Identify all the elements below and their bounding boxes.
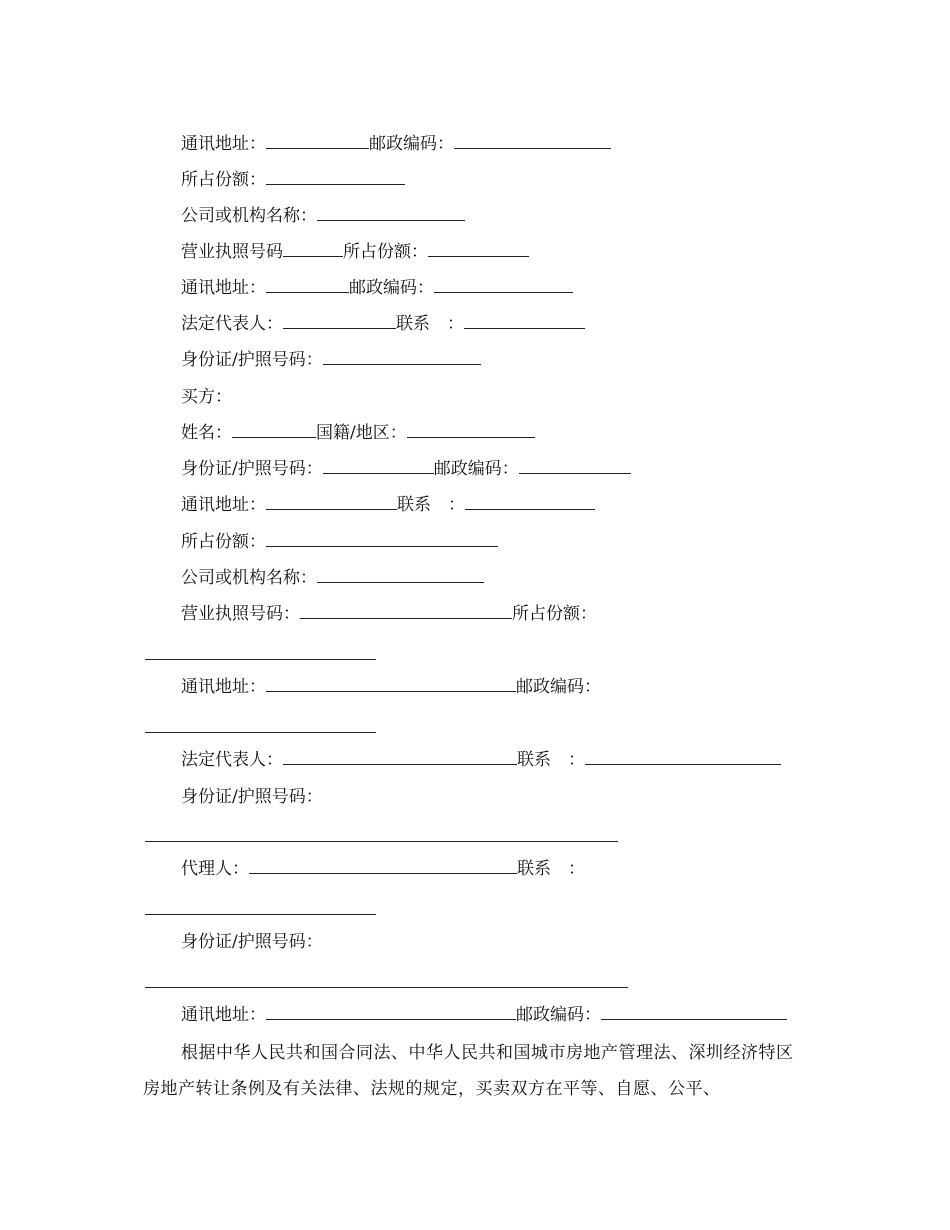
address-blank-2[interactable] [266, 277, 349, 293]
seller-legal-rep-row [181, 313, 585, 335]
company-blank[interactable] [317, 205, 465, 221]
license-blank[interactable] [283, 241, 343, 257]
buyer-address-row-2 [181, 676, 601, 698]
address-label: 通讯地址： [181, 495, 266, 515]
buyer-share-row [181, 531, 498, 553]
contact-blank-2[interactable] [585, 749, 781, 765]
preamble-paragraph: 根据中华人民共和国合同法、中华人民共和国城市房地产管理法、深圳经济特区房地产转让条例及有关法律、法规的规定，买卖双方在平等、自愿、公平、 [143, 1043, 794, 1099]
id-label: 身份证/护照号码： [181, 459, 323, 479]
postcode-label-2: 邮政编码： [349, 278, 434, 298]
contact-label-3: 联系 ： [517, 859, 585, 879]
address-label-2: 通讯地址： [181, 677, 266, 697]
share-label: 所占份额： [181, 170, 266, 190]
license-blank[interactable] [300, 603, 512, 619]
postcode-blank[interactable] [454, 133, 611, 149]
id-label: 身份证/护照号码： [181, 350, 323, 370]
postcode-label: 邮政编码： [433, 459, 519, 479]
address-label-2: 通讯地址： [181, 278, 266, 298]
buyer-heading-text: 买方： [181, 387, 232, 407]
share-label: 所占份额： [181, 532, 266, 552]
seller-address-row-2 [181, 277, 573, 299]
company-label: 公司或机构名称： [181, 568, 317, 588]
buyer-legal-rep-row [181, 749, 781, 771]
share-blank-2[interactable] [428, 241, 529, 257]
license-label: 营业执照号码： [181, 604, 300, 624]
buyer-id-row [181, 458, 631, 480]
buyer-address-row-3 [181, 1004, 787, 1026]
contact-label: 联系 ： [396, 314, 464, 334]
contact-label-2: 联系 ： [517, 750, 585, 770]
id-blank[interactable] [323, 458, 434, 474]
share-label-2: 所占份额： [512, 604, 597, 624]
name-blank[interactable] [232, 422, 316, 438]
buyer-agent-row [181, 858, 585, 880]
postcode-blank[interactable] [519, 458, 631, 474]
share-continuation-rule[interactable] [145, 659, 376, 660]
buyer-name-row [181, 422, 535, 444]
address-blank-2[interactable] [266, 676, 516, 692]
buyer-company-row [181, 567, 484, 589]
postcode-blank-2[interactable] [434, 277, 573, 293]
buyer-heading [181, 386, 232, 408]
seller-company-row [181, 205, 465, 227]
address-blank[interactable] [266, 494, 397, 510]
address-label-3: 通讯地址： [181, 1005, 266, 1025]
id-continuation-rule[interactable] [145, 841, 618, 842]
legal-rep-label: 法定代表人： [181, 314, 283, 334]
postcode-blank-3[interactable] [601, 1004, 787, 1020]
id-label-3: 身份证/护照号码： [181, 932, 323, 952]
legal-rep-blank[interactable] [283, 313, 396, 329]
seller-license-row [181, 241, 529, 263]
nationality-label: 国籍/地区： [316, 423, 407, 443]
company-label: 公司或机构名称： [181, 206, 317, 226]
nationality-blank[interactable] [407, 422, 535, 438]
share-blank[interactable] [266, 169, 405, 185]
agent-label: 代理人： [181, 859, 249, 879]
postcode-label-3: 邮政编码： [516, 1005, 601, 1025]
contact-continuation-rule[interactable] [145, 914, 376, 915]
seller-id-row [181, 349, 481, 371]
buyer-license-row [181, 603, 597, 625]
contact-label: 联系 ： [397, 495, 465, 515]
share-label-2: 所占份额： [343, 242, 428, 262]
contact-blank[interactable] [465, 494, 595, 510]
legal-rep-label: 法定代表人： [181, 750, 283, 770]
id-blank[interactable] [323, 349, 481, 365]
license-label: 营业执照号码 [181, 242, 283, 262]
buyer-address-row [181, 494, 595, 516]
postcode-label-2: 邮政编码： [516, 677, 601, 697]
legal-rep-blank[interactable] [283, 749, 517, 765]
buyer-id-row-2 [181, 786, 323, 808]
company-blank[interactable] [317, 567, 484, 583]
id-continuation-rule-2[interactable] [145, 987, 628, 988]
postcode-continuation-rule[interactable] [145, 732, 376, 733]
seller-address-row [181, 133, 611, 155]
seller-share-row [181, 169, 405, 191]
address-blank-3[interactable] [266, 1004, 516, 1020]
address-blank[interactable] [266, 133, 369, 149]
contact-blank[interactable] [464, 313, 585, 329]
id-label-2: 身份证/护照号码： [181, 787, 323, 807]
agent-blank[interactable] [249, 858, 517, 874]
buyer-id-row-3 [181, 931, 323, 953]
postcode-label: 邮政编码： [369, 134, 454, 154]
address-label: 通讯地址： [181, 134, 266, 154]
share-blank[interactable] [266, 531, 498, 547]
name-label: 姓名： [181, 423, 232, 443]
